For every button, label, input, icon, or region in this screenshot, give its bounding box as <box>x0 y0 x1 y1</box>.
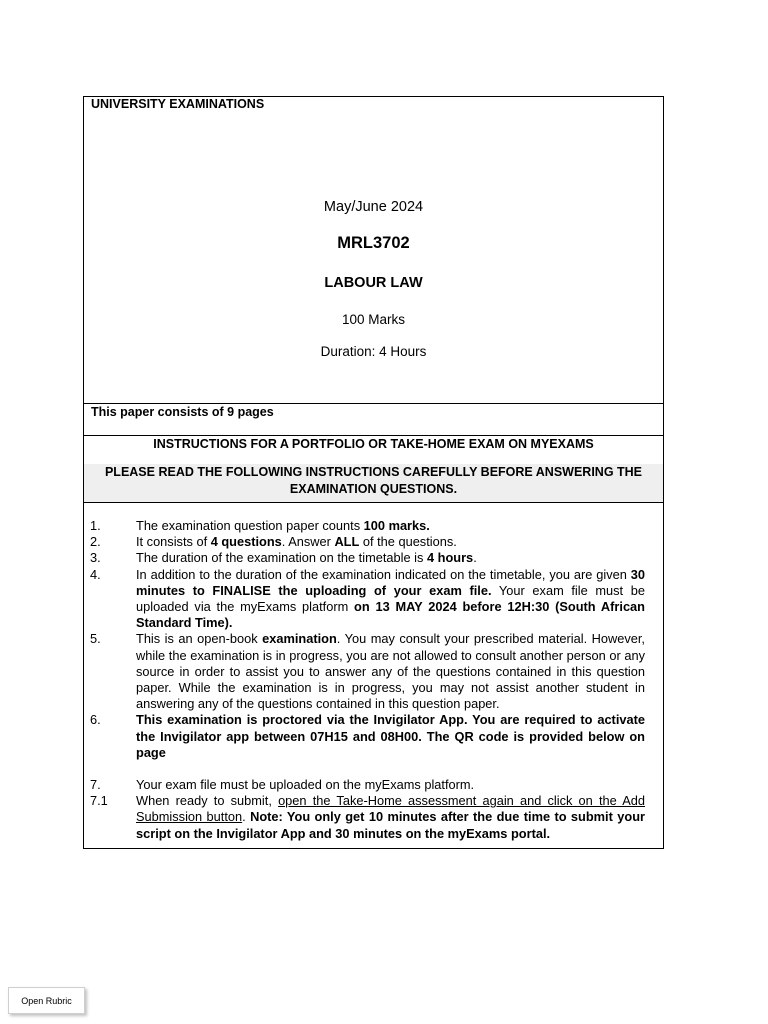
instruction-text-run: It consists of <box>136 534 211 550</box>
module-code: MRL3702 <box>337 234 410 252</box>
read-notice: PLEASE READ THE FOLLOWING INSTRUCTIONS CAREFULLY BEFORE ANSWERING THE EXAMINATION QUESTIONS. <box>84 464 663 502</box>
exam-session: May/June 2024 <box>323 199 424 215</box>
total-marks: 100 Marks <box>341 312 406 327</box>
instruction-number: 4. <box>90 566 101 582</box>
instruction-text-run: . You may consult your prescribed material. However, while the examination is in progress, you are not allowed to consult another person or any source in order to assist you to answer any of the questions contained in this question paper. While the examination is in progress, you may not assist another student in answering any of the questions contained in this question paper. <box>136 631 645 712</box>
instruction-number: 3. <box>90 550 101 566</box>
instructions-header <box>84 436 663 503</box>
instruction-text-run: ALL <box>334 534 360 550</box>
instruction-item <box>84 631 645 712</box>
instruction-number: 1. <box>90 518 101 533</box>
instruction-item <box>84 534 645 550</box>
instruction-text-run: on 13 MAY 2024 before 12H:30 (South African Standard Time). <box>136 599 645 631</box>
module-name: LABOUR LAW <box>324 275 423 291</box>
instruction-text-run: The examination question paper counts <box>136 518 364 533</box>
instruction-item <box>84 518 645 534</box>
instruction-text-run: Note: You only get 10 minutes after the due time to submit your script on the Invigilator App and 30 minutes on the myExams portal. <box>136 809 645 841</box>
instruction-text-run: The duration of the examination on the timetable is <box>136 550 427 566</box>
instruction-text-run: Your exam file must be uploaded on the myExams platform. <box>136 777 475 793</box>
instruction-text-run: 4 questions <box>210 534 282 550</box>
instruction-number: 2. <box>90 534 101 550</box>
instruction-text-run: . <box>473 550 477 566</box>
instruction-text-run: 4 hours <box>426 550 474 566</box>
instruction-number: 7.1 <box>90 793 108 809</box>
instruction-link-text: open the Take-Home assessment again and click on the Add Submission button <box>136 793 645 825</box>
open-rubric-button[interactable]: Open Rubric <box>8 987 85 1014</box>
cover-section <box>84 97 663 404</box>
instruction-item <box>84 550 645 566</box>
instruction-text-run: When ready to submit, <box>136 793 279 809</box>
instruction-text <box>136 534 645 550</box>
instruction-item <box>84 567 645 632</box>
instruction-text <box>136 550 645 566</box>
instruction-text-run: Your exam file must be uploaded via the myExams platform <box>136 582 645 615</box>
exam-duration: Duration: 4 Hours <box>320 344 427 359</box>
instruction-text-run: This examination is proctored via the Invigilator App. You are required to activate the Invigilator app between 07H15 and 08H00. The QR code is provided below on page <box>136 712 645 760</box>
instruction-list <box>84 503 663 848</box>
instruction-text-run: of the questions. <box>359 534 457 550</box>
instruction-item <box>84 777 645 793</box>
page-count-note: This paper consists of 9 pages <box>84 404 663 436</box>
instruction-text <box>136 567 645 632</box>
instruction-text <box>136 777 645 793</box>
instruction-text <box>136 631 645 712</box>
instruction-text-run: This is an open-book <box>136 631 263 647</box>
instruction-number: 7. <box>90 777 101 793</box>
exam-paper <box>83 96 664 849</box>
instruction-text <box>136 712 645 761</box>
instruction-text-run: In addition to the duration of the examination indicated on the timetable, you are given <box>136 566 631 582</box>
instruction-text-run: . <box>242 809 251 825</box>
list-spacer <box>84 761 645 777</box>
instruction-text <box>136 793 645 842</box>
instruction-number: 5. <box>90 631 101 647</box>
instruction-number: 6. <box>90 712 101 728</box>
instruction-item <box>84 712 645 761</box>
instruction-text-run: examination <box>262 631 337 647</box>
instruction-text <box>136 518 645 534</box>
instruction-item <box>84 793 645 842</box>
institution-heading: UNIVERSITY EXAMINATIONS <box>91 97 265 111</box>
instruction-text-run: . Answer <box>281 534 335 550</box>
instructions-heading: INSTRUCTIONS FOR A PORTFOLIO OR TAKE-HOME EXAM ON MYEXAMS <box>153 437 594 451</box>
instruction-text-run: 30 minutes to FINALISE the uploading of your exam file. <box>136 566 645 598</box>
instruction-text-run: 100 marks. <box>363 518 430 533</box>
